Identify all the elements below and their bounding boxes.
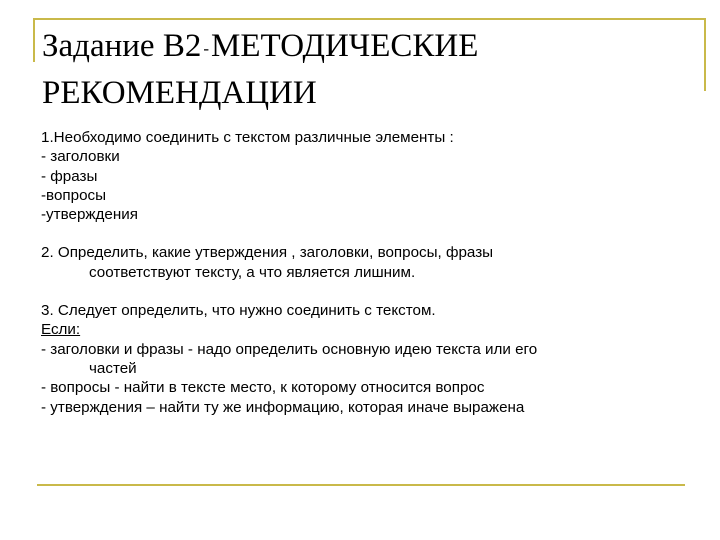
section1-item: - фразы bbox=[41, 167, 98, 185]
slide-body bbox=[41, 128, 691, 417]
frame-top-line bbox=[33, 18, 705, 20]
title-part2: МЕТОДИЧЕСКИЕ bbox=[211, 28, 479, 64]
title-line2: РЕКОМЕНДАЦИИ bbox=[42, 75, 317, 111]
section1-heading: 1.Необходимо соединить с текстом различные элементы : bbox=[41, 129, 454, 146]
frame-right-line bbox=[704, 18, 706, 91]
section1-item: - заголовки bbox=[41, 148, 120, 166]
section2-line1: 2. Определить, какие утверждения , заголовки, вопросы, фразы bbox=[41, 244, 494, 262]
section1-item: -утверждения bbox=[41, 206, 138, 224]
section3-if-label: Если: bbox=[41, 321, 81, 339]
frame-left-line bbox=[33, 18, 35, 62]
section2-line2: соответствуют тексту, а что является лишним. bbox=[89, 263, 416, 281]
section3-heading: 3. Следует определить, что нужно соединить с текстом. bbox=[41, 302, 436, 320]
frame-bottom-line bbox=[37, 484, 685, 486]
section1-item: -вопросы bbox=[41, 186, 107, 204]
title-dash: - bbox=[203, 39, 210, 58]
section3-item1-line1: - заголовки и фразы - надо определить основную идею текста или его bbox=[41, 340, 538, 358]
section3-item1-line2: частей bbox=[89, 359, 137, 377]
slide-title bbox=[42, 24, 692, 115]
section3-item2: - вопросы - найти в тексте место, к которому относится вопрос bbox=[41, 379, 485, 397]
title-part1: Задание В2 bbox=[42, 28, 202, 64]
section3-item3: - утверждения – найти ту же информацию, которая иначе выражена bbox=[41, 398, 525, 416]
